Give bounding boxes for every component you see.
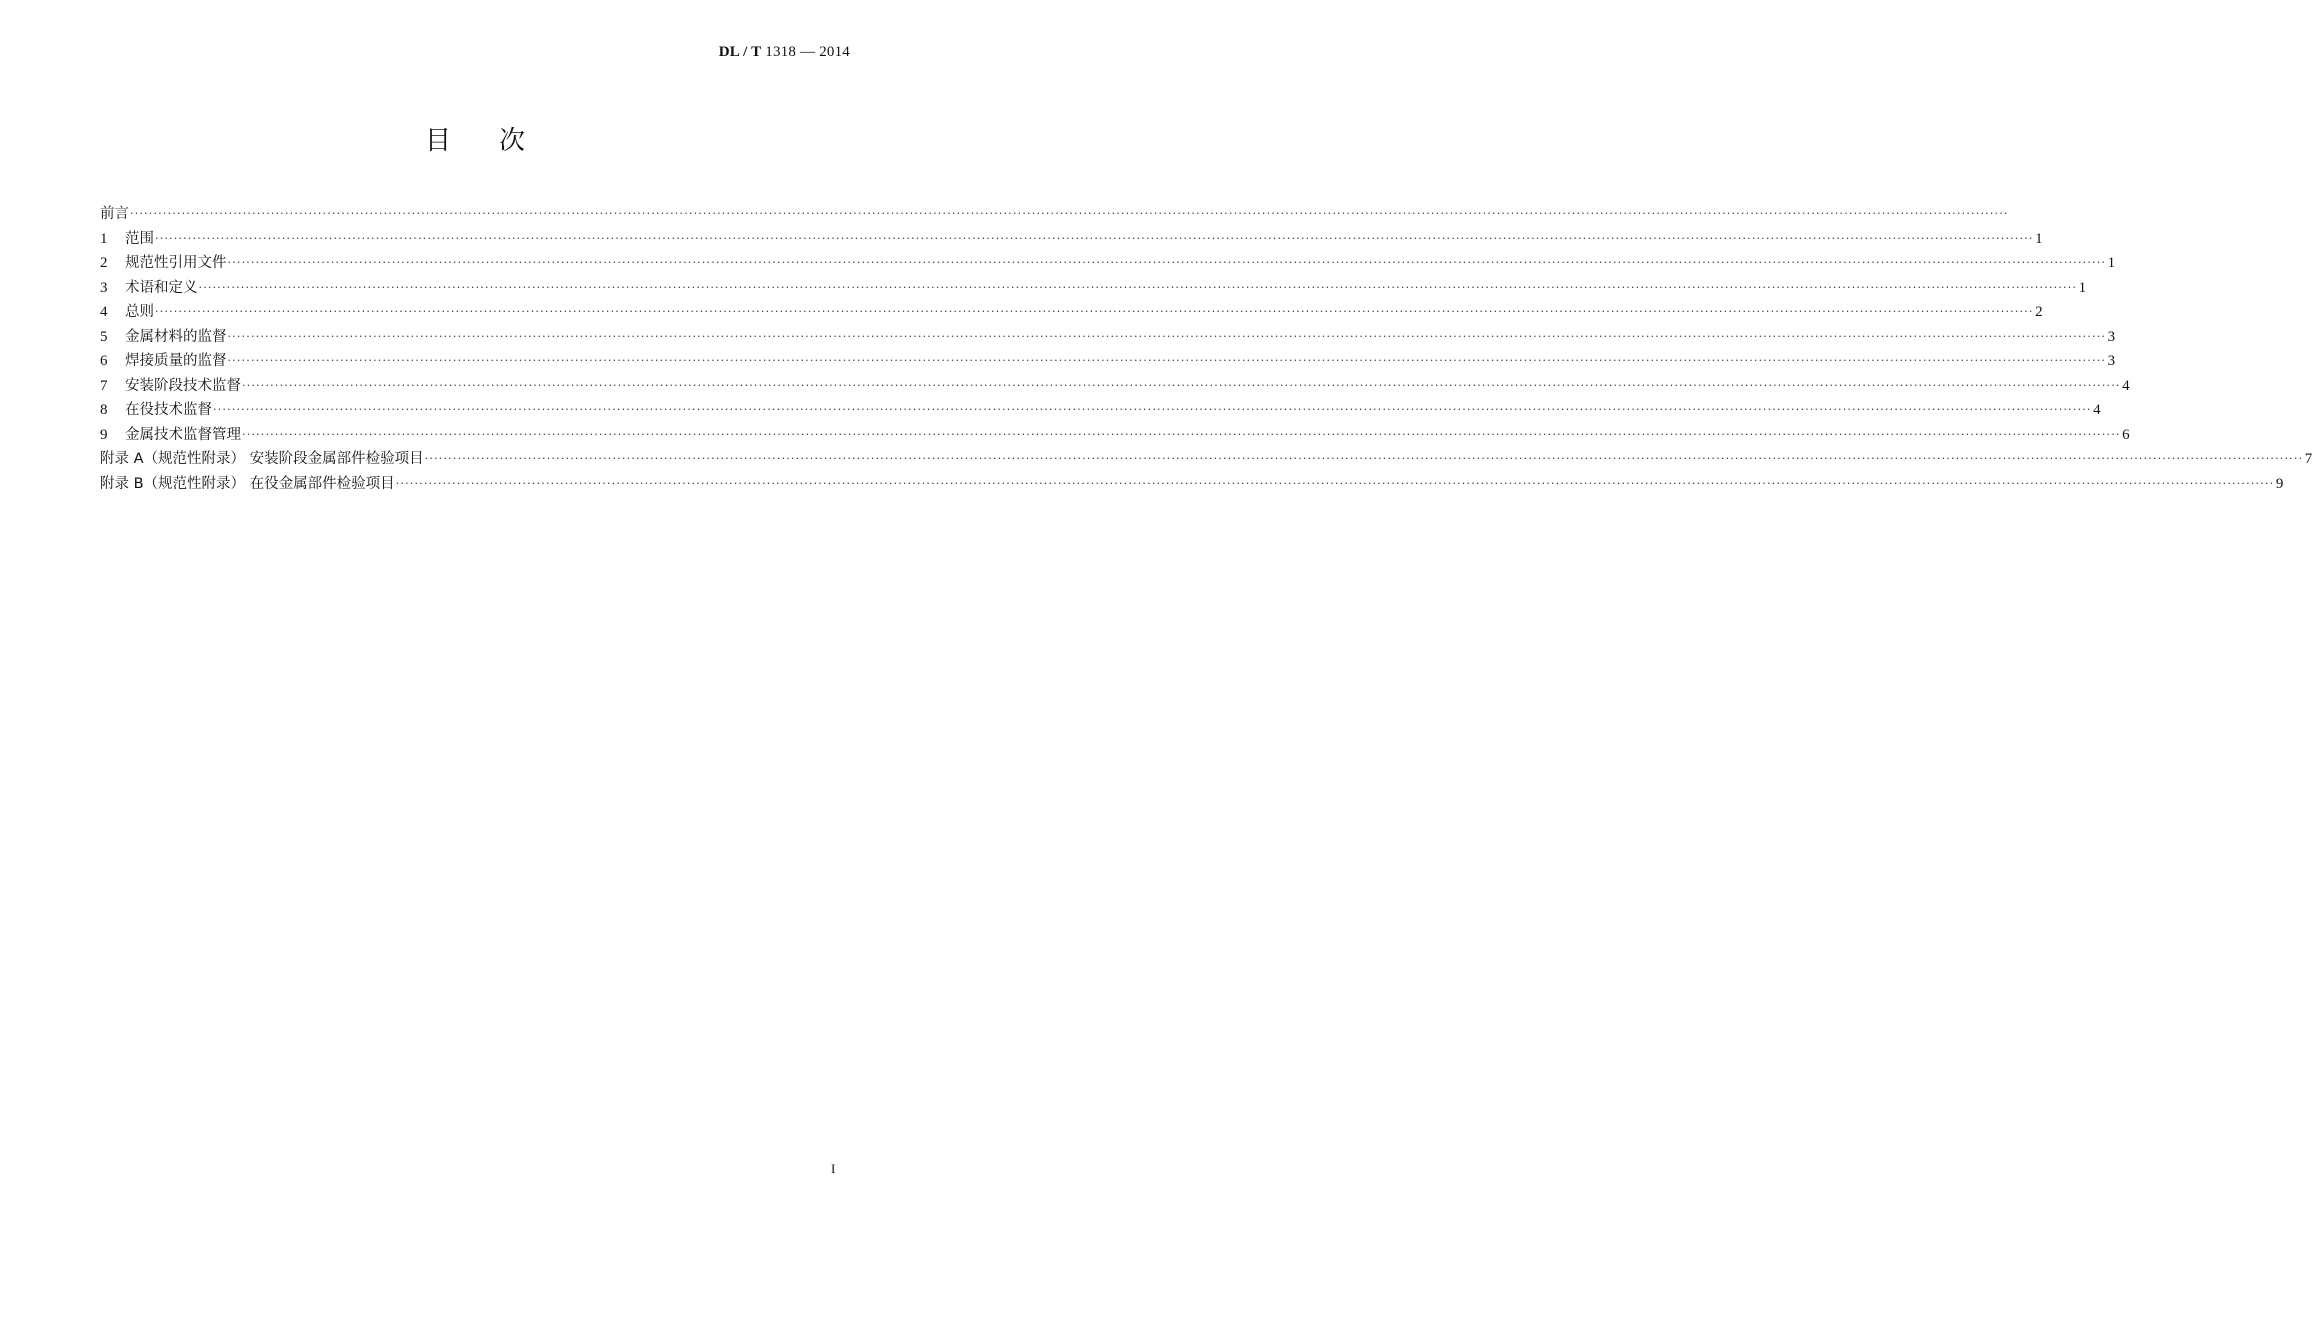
toc-entry-title: 前言: [100, 206, 129, 222]
toc-entry-page: 2: [2035, 304, 2043, 320]
toc-entry-title: 规范性引用文件: [125, 255, 227, 271]
toc-entry-number: 3: [100, 279, 108, 296]
toc-dot-leader: ················································································································································································································································································································································································································: [130, 207, 2009, 220]
toc-entry-title: 总则: [125, 304, 154, 320]
standard-number: 1318 — 2014: [765, 44, 850, 60]
toc-dot-leader: ················································································································································································································································································································································································································: [424, 452, 2304, 465]
toc-entry[interactable]: [100, 300, 2043, 325]
toc-entry[interactable]: [100, 202, 2009, 227]
toc-dot-leader: ················································································································································································································································································································································································································: [198, 280, 2078, 294]
toc-entry-title: 范围: [125, 230, 154, 247]
toc-entry-page: 3: [2107, 353, 2116, 369]
toc-dot-leader: ················································································································································································································································································································································································································: [227, 329, 2107, 343]
page-title: 目次: [424, 126, 573, 156]
toc-entry-title: 附录 B（规范性附录） 在役金属部件检验项目: [100, 475, 395, 492]
toc-dot-leader: ················································································································································································································································································································································································································: [155, 305, 2034, 318]
toc-dot-leader: ················································································································································································································································································································································································································: [242, 378, 2121, 392]
toc-dot-leader: ················································································································································································································································································································································································································: [155, 231, 2034, 245]
document-code: [719, 44, 850, 61]
toc-entry-title: 术语和定义: [125, 279, 198, 296]
standard-prefix: DL / T: [718, 44, 762, 60]
toc-entry-page: 4: [2122, 377, 2130, 394]
toc-entry[interactable]: [100, 472, 2284, 497]
page-number: I: [831, 1161, 836, 1176]
toc-entry-number: 9: [100, 426, 108, 443]
toc-entry-number: 6: [100, 353, 108, 369]
toc-dot-leader: ················································································································································································································································································································································································································: [227, 256, 2107, 269]
toc-entry[interactable]: [100, 447, 2312, 472]
toc-entry-number: 5: [100, 328, 108, 345]
table-of-contents: [100, 202, 2312, 496]
toc-entry-page: 6: [2122, 426, 2130, 443]
toc-entry-page: 3: [2107, 328, 2116, 345]
toc-entry-page: 1: [2078, 279, 2087, 296]
toc-entry-page: 1: [2035, 230, 2043, 247]
toc-dot-leader: ················································································································································································································································································································································································································: [227, 354, 2107, 367]
toc-entry-title: 金属材料的监督: [125, 328, 227, 345]
toc-entry[interactable]: [100, 398, 2101, 423]
toc-entry[interactable]: [100, 276, 2087, 301]
toc-entry[interactable]: [100, 227, 2043, 252]
toc-entry-page: 1: [2107, 255, 2116, 271]
toc-entry[interactable]: [100, 325, 2116, 350]
toc-entry-number: 7: [100, 377, 108, 394]
toc-dot-leader: ················································································································································································································································································································································································································: [242, 427, 2121, 441]
toc-entry-page: 7: [2304, 451, 2312, 467]
toc-entry[interactable]: [100, 349, 2116, 374]
toc-entry-page: 4: [2093, 402, 2101, 418]
toc-dot-leader: ················································································································································································································································································································································································································: [395, 476, 2275, 490]
toc-entry-number: 8: [100, 402, 108, 418]
toc-entry-number: 1: [100, 230, 108, 247]
toc-entry[interactable]: [100, 251, 2116, 276]
toc-entry[interactable]: [100, 374, 2130, 399]
toc-entry[interactable]: [100, 423, 2130, 448]
toc-dot-leader: ················································································································································································································································································································································································································: [213, 403, 2092, 416]
toc-entry-title: 附录 A（规范性附录） 安装阶段金属部件检验项目: [100, 451, 424, 467]
toc-entry-number: 4: [100, 304, 108, 320]
toc-entry-number: 2: [100, 255, 108, 271]
toc-entry-title: 焊接质量的监督: [125, 353, 227, 369]
toc-entry-title: 安装阶段技术监督: [125, 377, 241, 394]
toc-entry-title: 在役技术监督: [125, 402, 212, 418]
toc-entry-title: 金属技术监督管理: [125, 426, 241, 443]
toc-entry-page: 9: [2275, 475, 2284, 492]
